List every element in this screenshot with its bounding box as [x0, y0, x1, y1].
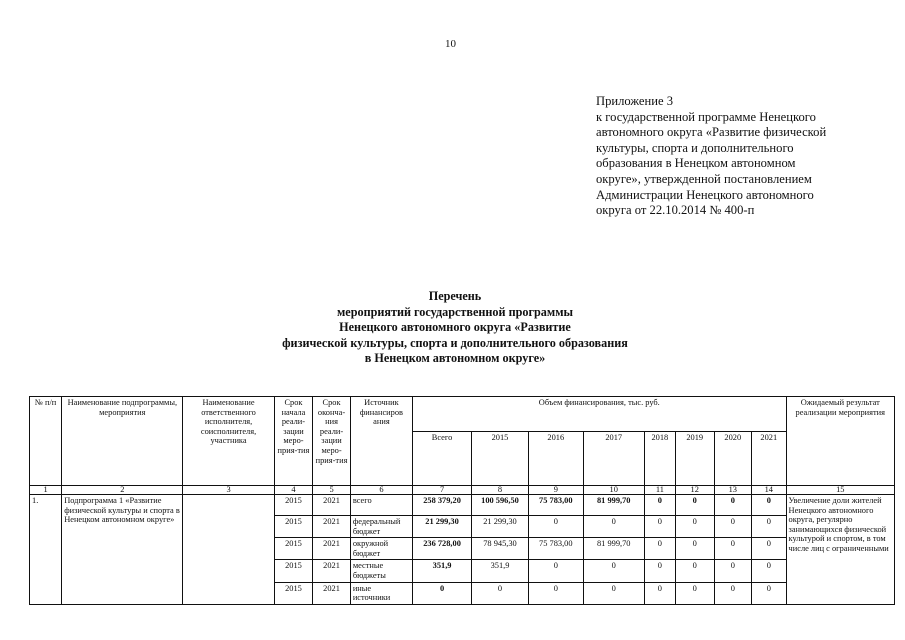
row-start: 2015 — [274, 582, 313, 604]
row-value: 236 728,00 — [413, 538, 472, 560]
row-source: всего — [350, 495, 412, 516]
col-number: 6 — [350, 486, 412, 495]
col-number: 9 — [528, 486, 583, 495]
header-result: Ожидаемый результат реализации мероприятия — [786, 397, 894, 486]
row-start: 2015 — [274, 516, 313, 538]
col-number: 7 — [413, 486, 472, 495]
row-value: 0 — [714, 495, 752, 516]
header-source: Источник финансиров ания — [350, 397, 412, 486]
col-number: 2 — [62, 486, 183, 495]
header-year: 2019 — [675, 431, 714, 485]
header-num: № п/п — [30, 397, 62, 486]
row-value: 0 — [752, 516, 786, 538]
appendix-line: к государственной программе Ненецкого — [596, 109, 816, 124]
row-value: 75 783,00 — [528, 538, 583, 560]
row-value: 0 — [528, 582, 583, 604]
title-line: Перечень — [428, 289, 482, 303]
row-value: 0 — [752, 495, 786, 516]
col-number: 3 — [183, 486, 274, 495]
title-line: в Ненецком автономном округе» — [364, 351, 546, 366]
row-value: 0 — [714, 582, 752, 604]
row-value: 0 — [472, 582, 529, 604]
title-line: Ненецкого автономного округа «Развитие — [339, 320, 571, 335]
row-value: 0 — [583, 516, 644, 538]
appendix-line: автономного округа «Развитие физической — [596, 125, 827, 140]
col-number: 8 — [472, 486, 529, 495]
row-value: 0 — [644, 538, 675, 560]
header-volume: Объем финансирования, тыс. руб. — [413, 397, 786, 432]
row-value: 0 — [675, 560, 714, 582]
header-name: Наименование подпрограммы, мероприятия — [62, 397, 183, 486]
row-start: 2015 — [274, 538, 313, 560]
row-start: 2015 — [274, 560, 313, 582]
row-value: 81 999,70 — [583, 495, 644, 516]
title-line: физической культуры, спорта и дополнительного образования — [282, 335, 628, 350]
appendix-line: Администрации Ненецкого автономного — [596, 187, 814, 202]
row-source: федеральный бюджет — [350, 516, 412, 538]
appendix-line: округе», утвержденной постановлением — [596, 171, 812, 186]
row-value: 21 299,30 — [472, 516, 529, 538]
row-value: 351,9 — [472, 560, 529, 582]
row-value: 78 945,30 — [472, 538, 529, 560]
row-executor — [183, 495, 274, 605]
row-value: 0 — [675, 516, 714, 538]
col-number: 10 — [583, 486, 644, 495]
row-value: 258 379,20 — [413, 495, 472, 516]
row-value: 0 — [752, 538, 786, 560]
row-value: 0 — [583, 582, 644, 604]
row-source: окружной бюджет — [350, 538, 412, 560]
row-value: 75 783,00 — [528, 495, 583, 516]
table-row — [30, 495, 895, 516]
row-source: местные бюджеты — [350, 560, 412, 582]
appendix-line: образования в Ненецком автономном — [596, 156, 796, 171]
row-value: 0 — [528, 560, 583, 582]
row-end: 2021 — [313, 495, 351, 516]
row-value: 81 999,70 — [583, 538, 644, 560]
row-end: 2021 — [313, 516, 351, 538]
header-total: Всего — [413, 431, 472, 485]
row-value: 351,9 — [413, 560, 472, 582]
row-value: 0 — [675, 495, 714, 516]
row-value: 0 — [413, 582, 472, 604]
row-source: иные источники — [350, 582, 412, 604]
appendix-line: культуры, спорта и дополнительного — [596, 140, 794, 155]
col-number: 11 — [644, 486, 675, 495]
col-number: 1 — [30, 486, 62, 495]
row-value: 0 — [583, 560, 644, 582]
row-value: 0 — [675, 538, 714, 560]
header-row — [30, 397, 895, 432]
row-value: 0 — [644, 516, 675, 538]
row-value: 0 — [714, 516, 752, 538]
row-start: 2015 — [274, 495, 313, 516]
header-year: 2017 — [583, 431, 644, 485]
row-name: Подпрограмма 1 «Развитие физической культуры и спорта в Ненецком автономном округе» — [62, 495, 183, 605]
header-year: 2021 — [752, 431, 786, 485]
title-line: мероприятий государственной программы — [336, 304, 574, 319]
row-num: 1. — [30, 495, 62, 605]
header-year: 2018 — [644, 431, 675, 485]
header-year: 2020 — [714, 431, 752, 485]
document-title — [200, 289, 710, 367]
col-number: 5 — [313, 486, 351, 495]
row-value: 0 — [675, 582, 714, 604]
row-end: 2021 — [313, 582, 351, 604]
row-result: Увеличение доли жителей Ненецкого автономного округа, регулярно занимающихся физической культурой и спортом, в том числе лиц с ограниченными — [786, 495, 894, 605]
row-value: 0 — [752, 582, 786, 604]
row-value: 100 596,50 — [472, 495, 529, 516]
appendix-line: округа от 22.10.2014 № 400-п — [596, 203, 755, 218]
header-executor: Наименование ответственного исполнителя, соисполнителя, участника — [183, 397, 274, 486]
appendix-note — [596, 94, 896, 219]
row-value: 0 — [644, 560, 675, 582]
row-value: 0 — [714, 560, 752, 582]
activities-table — [29, 396, 895, 605]
page-number: 10 — [445, 38, 456, 50]
row-value: 0 — [752, 560, 786, 582]
col-number: 12 — [675, 486, 714, 495]
appendix-line: Приложение 3 — [596, 94, 674, 108]
row-value: 21 299,30 — [413, 516, 472, 538]
col-number: 4 — [274, 486, 313, 495]
column-numbers-row — [30, 486, 895, 495]
col-number: 13 — [714, 486, 752, 495]
row-end: 2021 — [313, 538, 351, 560]
row-value: 0 — [714, 538, 752, 560]
col-number: 15 — [786, 486, 894, 495]
header-year: 2016 — [528, 431, 583, 485]
row-value: 0 — [644, 582, 675, 604]
header-end: Срок оконча-ния реали-зации меро-прия-тия — [313, 397, 351, 486]
row-end: 2021 — [313, 560, 351, 582]
row-value: 0 — [644, 495, 675, 516]
header-year: 2015 — [472, 431, 529, 485]
header-start: Срок начала реали-зации меро-прия-тия — [274, 397, 313, 486]
col-number: 14 — [752, 486, 786, 495]
row-value: 0 — [528, 516, 583, 538]
